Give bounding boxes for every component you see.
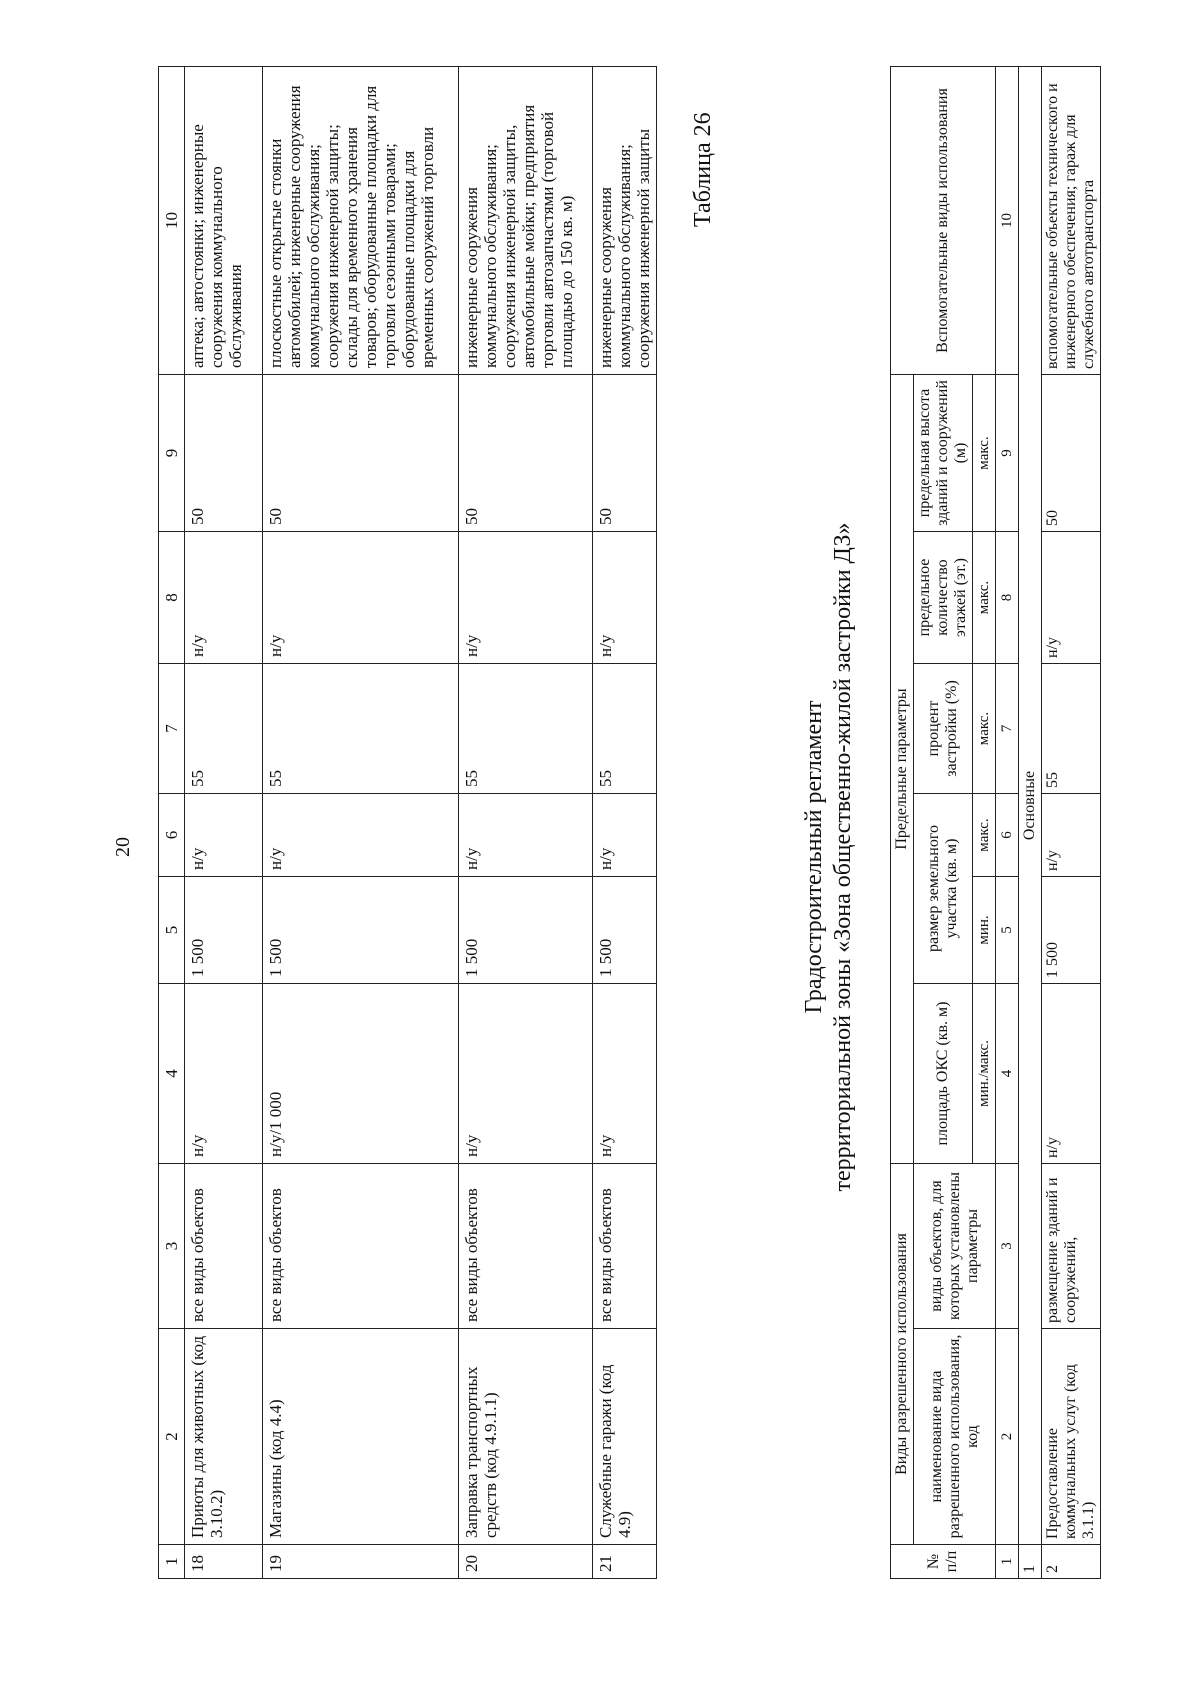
header-params: Предельные параметры (891, 375, 914, 1164)
cell-area: н/у (1042, 984, 1101, 1164)
cell-height: 50 (593, 375, 657, 532)
col-num: 4 (159, 984, 185, 1164)
col-num: 10 (159, 67, 185, 375)
header-vri: Виды разрешенного использования (891, 1164, 914, 1545)
col-num: 8 (159, 532, 185, 664)
col-num: 5 (159, 877, 185, 984)
cell-n: 2 (1042, 1545, 1101, 1579)
col-num: 2 (996, 1329, 1019, 1545)
group-label: Основные (1019, 67, 1042, 1545)
cell-min: 1 500 (185, 877, 263, 984)
cell-floors: н/у (1042, 532, 1101, 664)
cell-pct: 55 (593, 664, 657, 794)
cell-min: 1 500 (263, 877, 459, 984)
header-name: наименование вида разрешенного использования, код (914, 1329, 996, 1545)
col-num: 4 (996, 984, 1019, 1164)
cell-aux: инженерные сооружения коммунального обслуживания; сооружения инженерной защиты, автомобильные мойки; предприятия торговли автозапчастями (торговой площадью до 150 кв. м) (459, 67, 593, 375)
table-row (185, 67, 263, 1579)
cell-name: Заправка транспортных средств (код 4.9.1.1) (459, 1329, 593, 1545)
page-number: 20 (112, 837, 134, 857)
cell-n: 21 (593, 1545, 657, 1579)
col-num: 1 (996, 1545, 1019, 1579)
col-num: 9 (996, 375, 1019, 532)
group-n: 1 (1019, 1545, 1042, 1579)
cell-height: 50 (185, 375, 263, 532)
cell-objects: все виды объектов (459, 1164, 593, 1329)
cell-area: н/у/1 000 (263, 984, 459, 1164)
cell-pct: 55 (185, 664, 263, 794)
cell-height: 50 (1042, 375, 1101, 532)
col-num: 7 (996, 664, 1019, 794)
document-title (800, 357, 858, 1357)
cell-pct: 55 (263, 664, 459, 794)
table-row (593, 67, 657, 1579)
cell-max: н/у (263, 794, 459, 877)
table-row (263, 67, 459, 1579)
cell-max: н/у (593, 794, 657, 877)
cell-aux: аптека; автостоянки; инженерные сооружения коммунального обслуживания (185, 67, 263, 375)
cell-pct: 55 (1042, 664, 1101, 794)
cell-floors: н/у (593, 532, 657, 664)
cell-min: 1 500 (593, 877, 657, 984)
header-objects: виды объектов, для которых установлены параметры (914, 1164, 996, 1329)
header-n: № п/п (891, 1545, 996, 1579)
cell-n: 18 (185, 1545, 263, 1579)
group-row (1019, 67, 1042, 1579)
cell-name: Приюты для животных (код 3.10.2) (185, 1329, 263, 1545)
lower-header-row-1 (891, 67, 914, 1579)
cell-n: 19 (263, 1545, 459, 1579)
cell-objects: все виды объектов (185, 1164, 263, 1329)
sub-min: мин. (973, 877, 996, 984)
cell-pct: 55 (459, 664, 593, 794)
col-num: 5 (996, 877, 1019, 984)
cell-min: 1 500 (459, 877, 593, 984)
cell-min: 1 500 (1042, 877, 1101, 984)
col-num: 8 (996, 532, 1019, 664)
cell-objects: размещение зданий и сооружений, (1042, 1164, 1101, 1329)
sub-pct: макс. (973, 664, 996, 794)
col-num: 7 (159, 664, 185, 794)
cell-height: 50 (263, 375, 459, 532)
col-num: 6 (159, 794, 185, 877)
col-num: 3 (159, 1164, 185, 1329)
cell-max: н/у (1042, 794, 1101, 877)
col-num: 9 (159, 375, 185, 532)
col-num: 3 (996, 1164, 1019, 1329)
cell-floors: н/у (185, 532, 263, 664)
table-label: Таблица 26 (690, 112, 716, 227)
cell-area: н/у (593, 984, 657, 1164)
cell-aux: вспомогательные объекты технического и инженерного обеспечения; гараж для служебного автотранспорта (1042, 67, 1101, 375)
cell-floors: н/у (459, 532, 593, 664)
cell-max: н/у (459, 794, 593, 877)
cell-area: н/у (459, 984, 593, 1164)
cell-name: Предоставление коммунальных услуг (код 3.1.1) (1042, 1329, 1101, 1545)
sub-area: мин./макс. (973, 984, 996, 1164)
col-num: 1 (159, 1545, 185, 1579)
table-row (459, 67, 593, 1579)
sub-height: макс. (973, 375, 996, 532)
cell-aux: инженерные сооружения коммунального обслуживания; сооружения инженерной защиты (593, 67, 657, 375)
header-height: предельная высота зданий и сооружений (м) (914, 375, 973, 532)
header-area: площадь ОКС (кв. м) (914, 984, 973, 1164)
header-aux: Вспомогательные виды использования (891, 67, 996, 375)
cell-area: н/у (185, 984, 263, 1164)
cell-n: 20 (459, 1545, 593, 1579)
title-line-2: территориальной зоны «Зона общественно-жилой застройки ДЗ» (830, 522, 856, 1192)
upper-table (158, 66, 657, 1579)
upper-header-row (159, 67, 185, 1579)
cell-max: н/у (185, 794, 263, 877)
sub-floors: макс. (973, 532, 996, 664)
lower-table (890, 66, 1101, 1579)
cell-name: Магазины (код 4.4) (263, 1329, 459, 1545)
header-pct: процент застройки (%) (914, 664, 973, 794)
col-num: 2 (159, 1329, 185, 1545)
col-num: 10 (996, 67, 1019, 375)
table-row (1042, 67, 1101, 1579)
col-num: 6 (996, 794, 1019, 877)
header-plot: размер земельного участка (кв. м) (914, 794, 973, 984)
cell-aux: плоскостные открытые стоянки автомобилей; инженерные сооружения коммунального обслуживания; сооружения инженерной защиты; склады для временного хранения товаров; оборудованные площадки для торговли сезонными товарами; оборудованные площадки для временных сооружений торговли (263, 67, 459, 375)
cell-objects: все виды объектов (593, 1164, 657, 1329)
cell-height: 50 (459, 375, 593, 532)
title-line-1: Градостроительный регламент (801, 700, 827, 1014)
header-floors: предельное количество этажей (эт.) (914, 532, 973, 664)
cell-objects: все виды объектов (263, 1164, 459, 1329)
lower-number-row (996, 67, 1019, 1579)
cell-floors: н/у (263, 532, 459, 664)
sub-max: макс. (973, 794, 996, 877)
cell-name: Служебные гаражи (код 4.9) (593, 1329, 657, 1545)
